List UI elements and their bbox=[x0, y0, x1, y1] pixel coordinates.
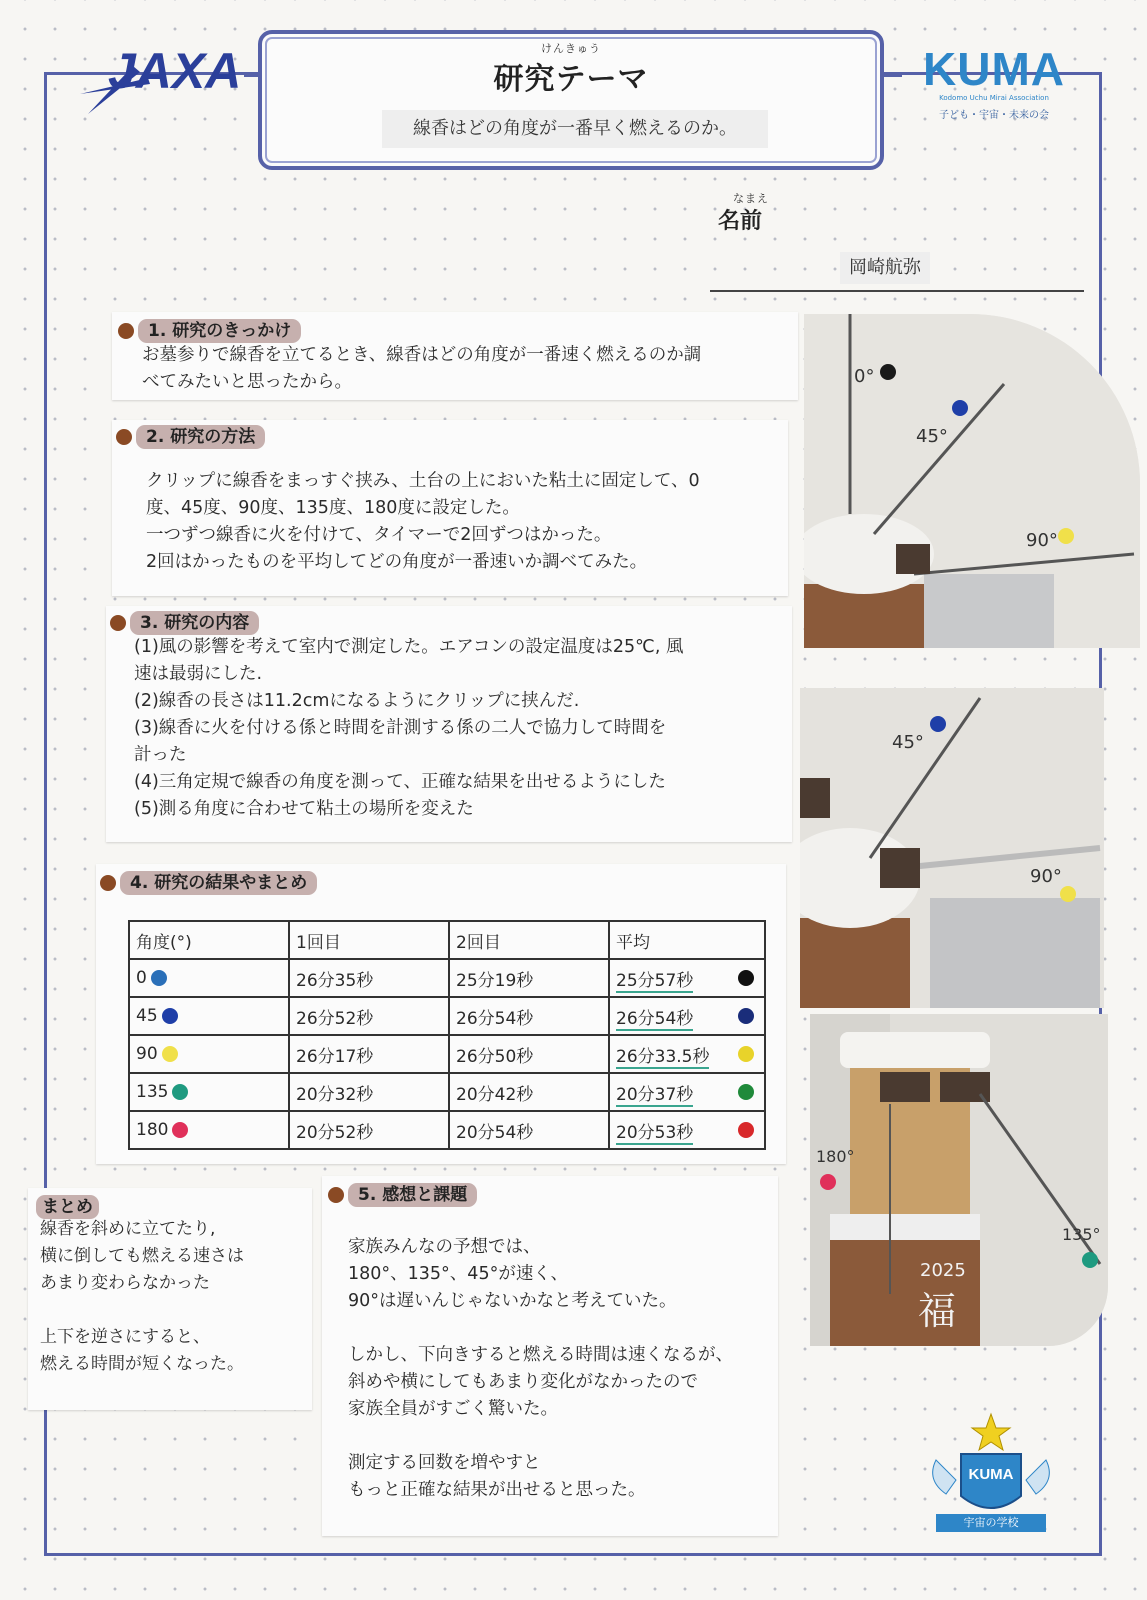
angle-label-45: 45° bbox=[916, 426, 948, 447]
angle-color-dot bbox=[172, 1122, 188, 1138]
kuma-logo bbox=[888, 44, 1100, 136]
angle-label-90: 90° bbox=[1026, 530, 1058, 551]
bullet-dot bbox=[118, 323, 134, 339]
section-1-heading: 1. 研究のきっかけ bbox=[118, 316, 301, 341]
bullet-dot bbox=[328, 1187, 344, 1203]
average-color-dot bbox=[738, 1122, 754, 1138]
photo-0-90-degrees bbox=[804, 314, 1140, 648]
angle-label-0: 0° bbox=[854, 366, 875, 387]
run1-cell: 26分17秒 bbox=[289, 1035, 449, 1073]
run1-cell: 26分52秒 bbox=[289, 997, 449, 1035]
angle-cell: 0 bbox=[129, 959, 289, 997]
results-table bbox=[128, 920, 766, 1150]
section-1-text: お墓参りで線香を立てるとき、線香はどの角度が一番速く燃えるのか調 べてみたいと思ったから。 bbox=[142, 345, 702, 392]
angle-label-180: 180° bbox=[816, 1147, 855, 1166]
jaxa-logo bbox=[78, 36, 243, 116]
angle-color-dot bbox=[151, 970, 167, 986]
badge-text: KUMA bbox=[968, 1466, 1014, 1483]
section-5-text: 家族みんなの予想では、 180°、135°、45°が速く、 90°は遅いんじゃないかなと考えていた。 しかし、下向きすると燃える時間は速くなるが、 斜めや横にしてもあまり変化がなかったので 家族全員がすごく驚いた。 測定する回数を増やすと もっと正確な結果が出せると思った。 bbox=[348, 1237, 733, 1500]
photo-135-180-degrees bbox=[810, 1014, 1108, 1346]
name-underline bbox=[710, 290, 1084, 292]
section-2-text: クリップに線香をまっすぐ挟み、土台の上においた粘土に固定して、0 度、45度、90度、135度、180度に設定した。 一つずつ線香に火を付けて、タイマーで2回ずつはかった。 2回はかったものを平均してどの角度が一番速いか調べてみた。 bbox=[146, 471, 700, 572]
section-3-card bbox=[106, 606, 792, 842]
table-row bbox=[129, 959, 765, 997]
bullet-dot bbox=[116, 429, 132, 445]
run1-cell: 20分32秒 bbox=[289, 1073, 449, 1111]
angle-cell: 135 bbox=[129, 1073, 289, 1111]
average-color-dot bbox=[738, 1046, 754, 1062]
kuma-logo-small: Kodomo Uchu Mirai Association bbox=[939, 94, 1049, 102]
theme-box bbox=[258, 30, 884, 170]
section-2-heading: 2. 研究の方法 bbox=[116, 422, 265, 447]
angle-cell: 90 bbox=[129, 1035, 289, 1073]
run2-cell: 20分54秒 bbox=[449, 1111, 609, 1149]
table-header: 角度(°) bbox=[129, 921, 289, 959]
section-5-heading: 5. 感想と課題 bbox=[328, 1180, 477, 1205]
run2-cell: 26分50秒 bbox=[449, 1035, 609, 1073]
average-cell: 26分54秒 bbox=[609, 997, 765, 1035]
average-cell: 25分57秒 bbox=[609, 959, 765, 997]
average-color-dot bbox=[738, 970, 754, 986]
average-cell: 20分53秒 bbox=[609, 1111, 765, 1149]
run2-cell: 20分42秒 bbox=[449, 1073, 609, 1111]
section-3-heading: 3. 研究の内容 bbox=[110, 608, 259, 633]
run2-cell: 26分54秒 bbox=[449, 997, 609, 1035]
angle-label-90: 90° bbox=[1030, 866, 1062, 887]
theme-title: 研究テーマ bbox=[493, 62, 649, 97]
table-header: 2回目 bbox=[449, 921, 609, 959]
angle-color-dot bbox=[162, 1008, 178, 1024]
angle-label-45: 45° bbox=[892, 732, 924, 753]
photo-fuku: 福 bbox=[918, 1289, 957, 1333]
theme-ruby: けんきゅう bbox=[541, 42, 601, 55]
photo-45-90-degrees bbox=[800, 688, 1104, 1008]
run1-cell: 20分52秒 bbox=[289, 1111, 449, 1149]
angle-label-135: 135° bbox=[1062, 1225, 1101, 1244]
badge-ribbon: 宇宙の学校 bbox=[963, 1516, 1019, 1529]
run1-cell: 26分35秒 bbox=[289, 959, 449, 997]
section-4-card bbox=[96, 864, 786, 1164]
table-header: 1回目 bbox=[289, 921, 449, 959]
summary-heading: まとめ bbox=[36, 1192, 99, 1217]
average-cell: 20分37秒 bbox=[609, 1073, 765, 1111]
theme-subtitle: 線香はどの角度が一番早く燃えるのか。 bbox=[382, 110, 768, 148]
table-header: 平均 bbox=[609, 921, 765, 959]
section-5-card bbox=[322, 1176, 778, 1536]
average-color-dot bbox=[738, 1008, 754, 1024]
table-header-row bbox=[129, 921, 765, 959]
table-row bbox=[129, 997, 765, 1035]
run2-cell: 25分19秒 bbox=[449, 959, 609, 997]
kuma-logo-text: KUMA bbox=[923, 43, 1065, 95]
bullet-dot bbox=[110, 615, 126, 631]
average-cell: 26分33.5秒 bbox=[609, 1035, 765, 1073]
angle-color-dot bbox=[162, 1046, 178, 1062]
kuma-badge bbox=[916, 1410, 1066, 1550]
average-color-dot bbox=[738, 1084, 754, 1100]
table-row bbox=[129, 1073, 765, 1111]
summary-card bbox=[28, 1188, 312, 1410]
section-3-text: (1)風の影響を考えて室内で測定した。エアコンの設定温度は25℃, 風 速は最弱にした. (2)線香の長さは11.2cmになるようにクリップに挟んだ. (3)線香に火を付ける係と時間を計測する係の二人で協力して時間を 計った (4)三角定規で線香の角度を測って、正確な結果を出せるようにした (5)測る角度に合わせて粘土の場所を変えた bbox=[134, 637, 684, 819]
section-1-card bbox=[112, 312, 798, 400]
summary-text: 線香を斜めに立てたり, 横に倒しても燃える速さは あまり変わらなかった 上下を逆さにすると、 燃える時間が短くなった。 bbox=[40, 1219, 244, 1374]
name-ruby: なまえ bbox=[733, 192, 769, 205]
photo-year: 2025 bbox=[920, 1260, 966, 1281]
section-2-card bbox=[112, 420, 788, 596]
jaxa-logo-text: JAXA bbox=[108, 43, 242, 99]
angle-color-dot bbox=[172, 1084, 188, 1100]
name-label: 名前 bbox=[718, 209, 763, 234]
name-value: 岡崎航弥 bbox=[840, 252, 930, 284]
angle-cell: 45 bbox=[129, 997, 289, 1035]
angle-cell: 180 bbox=[129, 1111, 289, 1149]
bullet-dot bbox=[100, 875, 116, 891]
kuma-logo-sub: 子ども・宇宙・未来の会 bbox=[939, 110, 1049, 121]
section-4-heading: 4. 研究の結果やまとめ bbox=[100, 868, 317, 893]
table-row bbox=[129, 1035, 765, 1073]
table-row bbox=[129, 1111, 765, 1149]
